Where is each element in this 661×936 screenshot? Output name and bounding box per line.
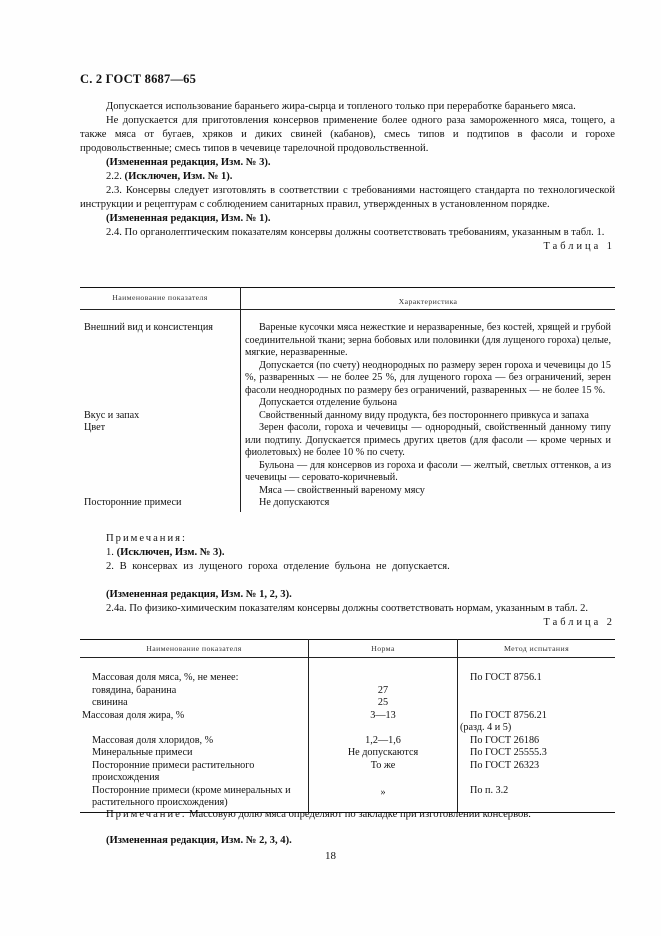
table-1-header-characteristic: Характеристика	[398, 297, 458, 306]
table-2-header	[80, 640, 615, 658]
clause-2-2-text: (Исключен, Изм. № 1).	[124, 171, 233, 182]
table-2-cell-name: говядина, баранина	[80, 685, 309, 698]
table-1-para: Вареные кусочки мяса нежесткие и неразваренные, без костей, хрящей и грубой соединительной ткани; зерна бобовых или половинки (для лущеного гороха) целые, мягкие, неразваренные.	[245, 322, 611, 358]
table-2-row	[80, 747, 615, 760]
table-2-notes	[80, 808, 615, 848]
table-2-cell-norm: 1,2—1,6	[309, 735, 458, 748]
amendment-note-1: (Измененная редакция, Изм. № 1).	[106, 213, 271, 224]
amendment-note-234: (Измененная редакция, Изм. № 2, 3, 4).	[106, 835, 292, 846]
table-1-cell-name: Цвет	[80, 422, 241, 497]
table-2-cell-norm	[309, 658, 458, 685]
table-2-row	[80, 760, 615, 785]
table-2-cell-name: Массовая доля хлоридов, %	[80, 735, 309, 748]
page-number: 18	[325, 850, 336, 862]
table-2-cell-name: Массовая доля жира, %	[80, 710, 309, 723]
table-2-row	[80, 685, 615, 698]
note-1-text: (Исключен, Изм. № 3).	[116, 547, 225, 558]
table-2-cell-norm	[309, 722, 458, 735]
table-2-cell-method: (разд. 4 и 5)	[460, 722, 512, 733]
amendment-note-3: (Измененная редакция, Изм. № 3).	[106, 157, 271, 168]
table-2-row	[80, 697, 615, 710]
table-1-cell-text	[241, 310, 616, 410]
table-1-wrap	[80, 287, 615, 512]
table-2-cell-norm: »	[309, 785, 458, 813]
table-2-cell-name: Минеральные примеси	[80, 747, 309, 760]
table-2-cell-method	[458, 685, 616, 698]
table-1-caption: Таблица 1	[543, 241, 615, 252]
table-2-cell-method: По ГОСТ 8756.21	[470, 709, 547, 721]
table-2-cell-name: Посторонние примеси растительного происхождения	[80, 760, 309, 785]
table-1-cell-name: Посторонние примеси	[80, 497, 241, 512]
table-2-cell-norm: То же	[309, 760, 458, 785]
table-1-para: Допускается отделение бульона	[259, 397, 398, 408]
table-1-cell-text	[241, 410, 616, 423]
table-1-row	[80, 497, 615, 512]
table-1-para: Допускается (по счету) неоднородных по размеру зерен гороха и чечевицы до 15 %, разваренных — не более 25 %, для лущеного гороха — без ограничений, зерен фасоли неоднородных по размеру без ограничений, разваренных — не более 15 %.	[245, 359, 611, 396]
table-2-cell-method	[458, 697, 616, 710]
table-2	[80, 639, 615, 813]
table-2-note	[80, 808, 615, 822]
table-2-cell-norm: 25	[309, 697, 458, 710]
table-2-row	[80, 735, 615, 748]
table-1-para: Мяса — свойственный вареному мясу	[259, 484, 425, 496]
table-2-cell-method: По ГОСТ 26323	[470, 759, 540, 771]
table-2-cell-method: По ГОСТ 25555.3	[470, 747, 547, 758]
table-2-cell-name: Массовая доля мяса, %, не менее:	[80, 658, 309, 685]
clause-2-2	[80, 170, 615, 184]
table-2-wrap	[80, 639, 615, 813]
table-2-caption: Таблица 2	[543, 617, 615, 628]
table-2-header-method: Метод испытания	[503, 644, 570, 653]
table-1-cell-name: Вкус и запах	[80, 410, 241, 423]
note-2: 2. В консервах из лущеного гороха отделение бульона не допускается.	[106, 561, 450, 572]
table-1-cell-text	[241, 422, 616, 497]
intro-paragraph-1: Допускается использование бараньего жира-сырца и топленого только при переработке бараньего мяса.	[106, 101, 576, 112]
table-1-para: Свойственный данному виду продукта, без постороннего привкуса и запаха	[259, 409, 589, 421]
table-1-header-name: Наименование показателя	[80, 288, 241, 310]
table-1	[80, 287, 615, 512]
table-2-row	[80, 710, 615, 723]
table-1-row	[80, 410, 615, 423]
table-1-row	[80, 422, 615, 497]
table-2-cell-name: свинина	[80, 697, 309, 710]
table-2-cell-method: По ГОСТ 26186	[470, 734, 540, 746]
notes-block	[80, 532, 615, 630]
table-2-note-title: Примечание.	[106, 809, 187, 820]
notes-title: Примечания:	[106, 533, 187, 544]
table-1-para: Зерен фасоли, гороха и чечевицы — однородный, свойственный данному типу или подтипу. Допускается примесь других цветов (для фасоли — кроме черных и фиолетовых) не более 10 % по счету.	[245, 422, 611, 458]
table-2-cell-norm: Не допускаются	[309, 747, 458, 760]
intro-block	[80, 100, 615, 254]
table-2-note-text: Массовую долю мяса определяют по закладке при изготовлении консервов.	[189, 809, 531, 820]
table-2-cell-method: По п. 3.2	[470, 784, 509, 796]
note-1-number: 1.	[106, 547, 114, 558]
table-1-row	[80, 310, 615, 410]
clause-2-4: 2.4. По органолептическим показателям консервы должны соответствовать требованиям, указанным в табл. 1.	[106, 227, 605, 238]
clause-2-2-number: 2.2.	[106, 171, 122, 182]
table-2-cell-name: Посторонние примеси (кроме минеральных и растительного происхождения)	[80, 785, 309, 813]
table-1-cell-name: Внешний вид и консистенция	[80, 310, 241, 410]
table-2-cell-norm: 3—13	[309, 710, 458, 723]
amendment-note-123: (Измененная редакция, Изм. № 1, 2, 3).	[106, 589, 292, 600]
note-1	[80, 546, 615, 560]
clause-2-3: 2.3. Консервы следует изготовлять в соответствии с требованиями настоящего стандарта по технологической инструкции и рецептурам с соблюдением санитарных правил, утвержденных в установленном порядке.	[80, 185, 615, 210]
table-2-row	[80, 722, 615, 735]
table-2-cell-name	[80, 722, 309, 735]
table-2-header-norm: Норма	[309, 640, 458, 658]
table-2-header-name: Наименование показателя	[80, 640, 309, 658]
page-header: С. 2 ГОСТ 8687—65	[80, 72, 197, 86]
table-2-cell-method: По ГОСТ 8756.1	[470, 672, 542, 683]
table-1-header	[80, 288, 615, 310]
table-1-para: Бульона — для консервов из гороха и фасоли — желтый, светлых оттенков, а из чечевицы — серовато-коричневый.	[245, 459, 611, 483]
intro-paragraph-2: Не допускается для приготовления консервов применение более одного раза замороженного мяса, тощего, а также мяса от бугаев, хряков и диких свиней (кабанов), смесь типов и подтипов в фасоли и горохе продовольственные; смесь типов в чечевице тарелочной продовольственной.	[80, 115, 615, 154]
table-1-cell-text	[241, 497, 616, 512]
table-1-para: Не допускаются	[259, 497, 330, 508]
table-2-row	[80, 658, 615, 685]
table-2-cell-norm: 27	[309, 685, 458, 698]
clause-2-4a: 2.4а. По физико-химическим показателям консервы должны соответствовать нормам, указанным в табл. 2.	[106, 603, 589, 614]
